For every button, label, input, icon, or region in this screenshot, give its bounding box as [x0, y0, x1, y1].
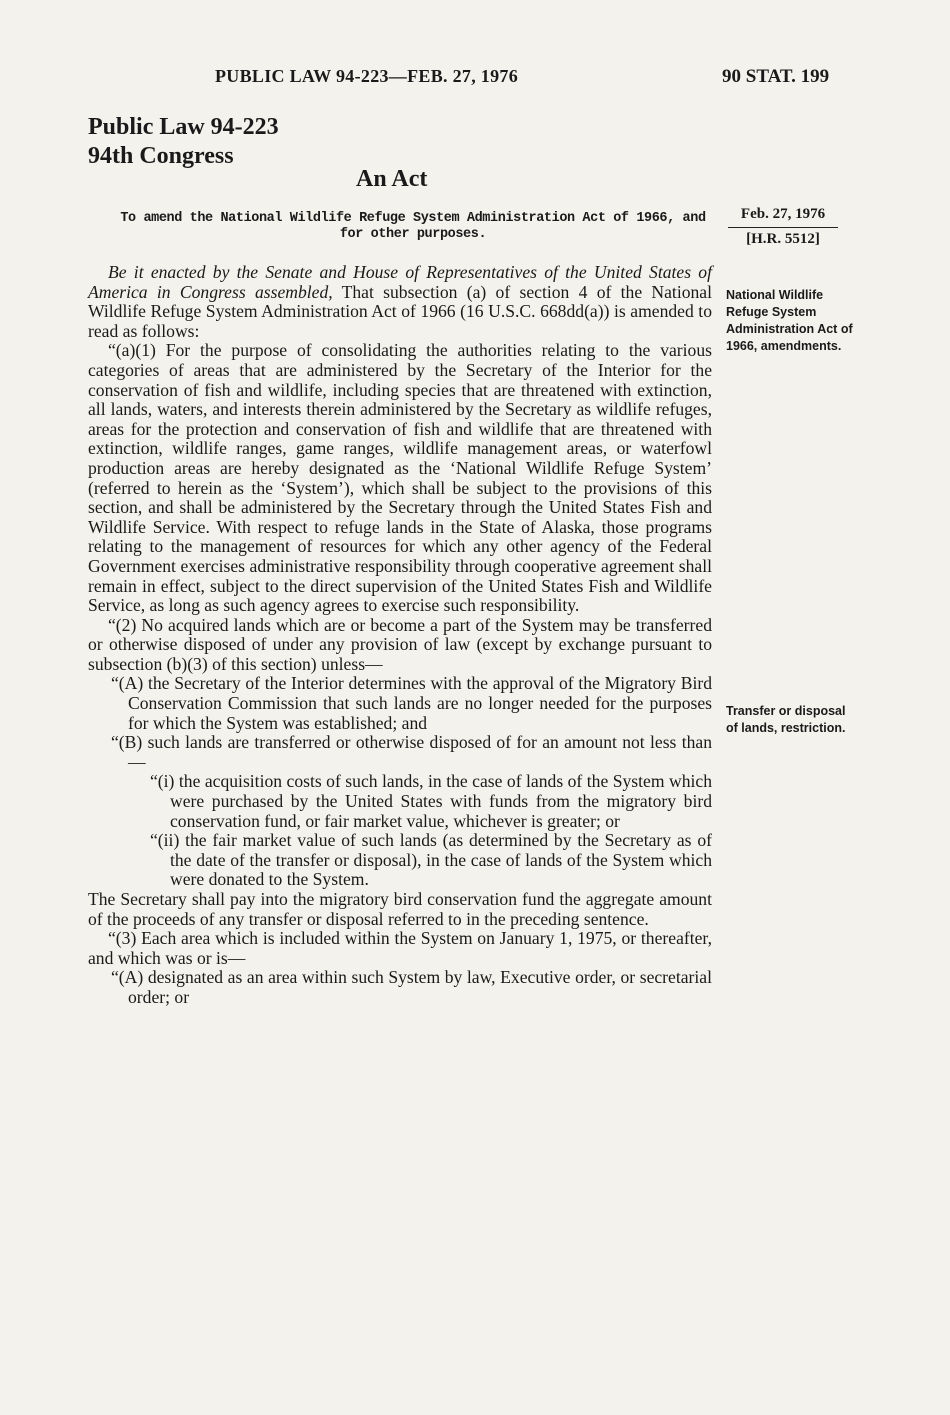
clause-a2-B: “(B) such lands are transferred or otherwise disposed of for an amount not less than—	[111, 732, 712, 772]
act-heading: An Act	[356, 166, 428, 192]
congress-label: 94th Congress	[88, 143, 234, 169]
enacting-paragraph-rest: That subsection (a) of section 4 of the National Wildlife Refuge System Administration Act of 1966 (16 U.S.C. 668dd(a)) is amended to read as follows:	[88, 281, 712, 341]
stat-page-number: 90 STAT. 199	[722, 66, 830, 87]
clause-a2-B-i: “(i) the acquisition costs of such lands, in the case of lands of the System which were purchased by the United States with funds from the migratory bird conservation fund, or fair market value, whichever is greater; or	[150, 771, 712, 831]
paragraph-a1: “(a)(1) For the purpose of consolidating the authorities relating to the various categories of areas that are administered by the Secretary of the Interior for the conservation of fish and wildlife, including species that are threatened with extinction, all lands, waters, and interests therein administered by the Secretary as wildlife refuges, areas for the protection and conservation of fish and wildlife that are threatened with extinction, wildlife ranges, game ranges, wildlife management areas, or waterfowl production areas are hereby designated as the ‘National Wildlife Refuge System’ (referred to herein as the ‘System’), which shall be subject to the provisions of this section, and shall be administered by the Secretary through the United States Fish and Wildlife Service. With respect to refuge lands in the State of Alaska, those programs relating to the management of resources for which any other agency of the Federal Government exercises administrative responsibility through cooperative agreement shall remain in effect, subject to the direct supervision of the United States Fish and Wildlife Service, as long as such agency agrees to exercise such responsibility.	[88, 340, 712, 616]
clause-a3-A: “(A) designated as an area within such System by law, Executive order, or secretarial order; or	[111, 967, 712, 1007]
running-head: PUBLIC LAW 94-223—FEB. 27, 1976	[215, 66, 518, 86]
bill-number: [H.R. 5512]	[746, 231, 820, 247]
law-title-block	[88, 113, 279, 171]
enacting-clause: Be it enacted by the Senate and House of Representatives of the United States of America in Congress assembled,	[88, 262, 712, 302]
paragraph-a3: “(3) Each area which is included within the System on January 1, 1975, or thereafter, and which was or is—	[88, 928, 712, 968]
public-law-number: Public Law 94-223	[88, 114, 279, 140]
margin-note-amendments: National Wildlife Refuge System Administration Act of 1966, amendments.	[726, 288, 853, 353]
paragraph-a2: “(2) No acquired lands which are or become a part of the System may be transferred or otherwise disposed of under any provision of law (except by exchange pursuant to subsection (b)(3) of this section) unless—	[88, 614, 712, 674]
purpose-statement: To amend the National Wildlife Refuge System Administration Act of 1966, and for other purposes.	[120, 211, 706, 242]
statute-body	[88, 263, 712, 1008]
clause-a2-A: “(A) the Secretary of the Interior determines with the approval of the Migratory Bird Conservation Commission that such lands are no longer needed for the purposes for which the System was established; and	[111, 673, 712, 733]
enactment-date: Feb. 27, 1976	[728, 203, 838, 228]
enactment-date-box	[728, 203, 838, 251]
clause-a2-B-ii: “(ii) the fair market value of such lands (as determined by the Secretary as of the date of the transfer or disposal), in the case of lands of the System which were donated to the System.	[150, 830, 712, 890]
paragraph-proceeds: The Secretary shall pay into the migratory bird conservation fund the aggregate amount of the proceeds of any transfer or disposal referred to in the preceding sentence.	[88, 889, 712, 929]
enacting-paragraph	[88, 263, 712, 341]
margin-note-transfer: Transfer or disposal of lands, restriction.	[726, 704, 846, 735]
